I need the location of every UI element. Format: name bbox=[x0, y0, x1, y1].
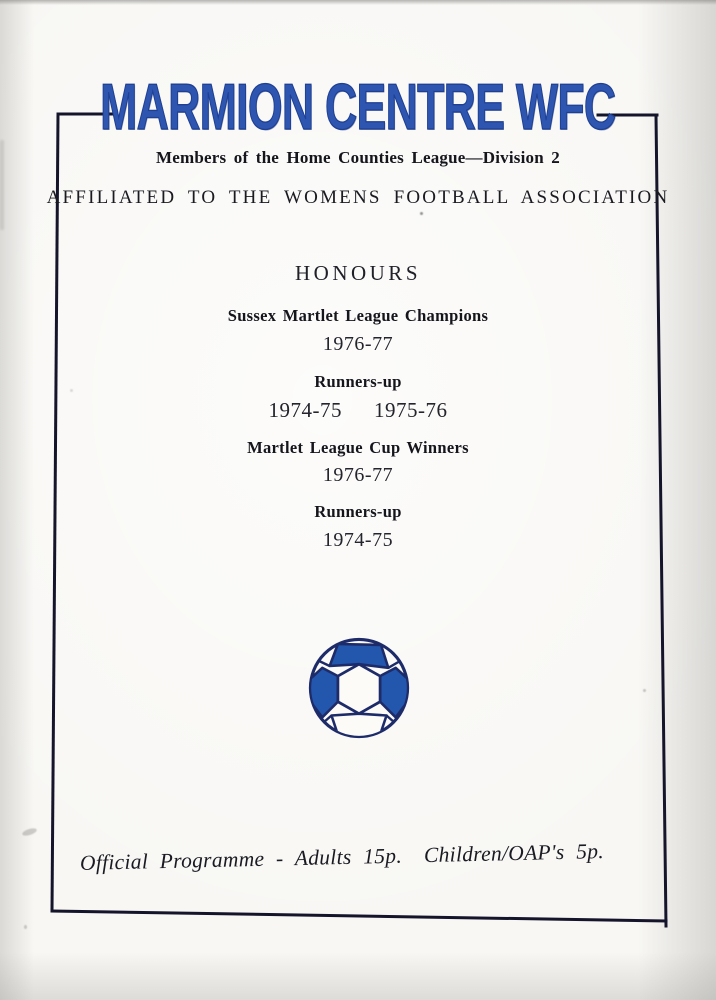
league-membership-line: Members of the Home Counties League—Division 2 bbox=[156, 148, 560, 167]
footer-pricing-right: Children/OAP's 5p. bbox=[423, 839, 605, 868]
scan-smudge bbox=[24, 925, 27, 929]
footer-pricing-left: Official Programme - Adults 15p. bbox=[79, 843, 403, 875]
honour-entry-title: Runners-up bbox=[314, 502, 402, 521]
scan-edge-shadow bbox=[0, 140, 4, 230]
club-name-text: MARMION CENTRE WFC bbox=[100, 71, 616, 144]
honour-entry-years: 1976-77 bbox=[322, 464, 394, 486]
honours-heading: HONOURS bbox=[294, 261, 421, 285]
soccer-ball-icon bbox=[304, 633, 414, 743]
honour-year-value: 1975-76 bbox=[374, 398, 448, 422]
honour-entry-title: Martlet League Cup Winners bbox=[247, 438, 469, 457]
scan-smudge bbox=[643, 689, 646, 692]
honour-entry-years bbox=[0, 398, 716, 423]
honour-entry-years: 1976-77 bbox=[322, 333, 394, 355]
honour-entry-title: Runners-up bbox=[314, 372, 402, 391]
footer-pricing-line bbox=[0, 837, 684, 878]
scan-smudge bbox=[70, 389, 73, 392]
honour-entry-years: 1974-75 bbox=[322, 529, 394, 551]
scan-smudge bbox=[21, 827, 37, 837]
honour-year-value: 1974-75 bbox=[268, 398, 342, 422]
scan-smudge bbox=[420, 212, 423, 215]
honour-entry-title: Sussex Martlet League Champions bbox=[227, 306, 489, 325]
club-name-title bbox=[0, 71, 716, 144]
affiliation-line: AFFILIATED TO THE WOMENS FOOTBALL ASSOCIATION bbox=[46, 187, 670, 208]
